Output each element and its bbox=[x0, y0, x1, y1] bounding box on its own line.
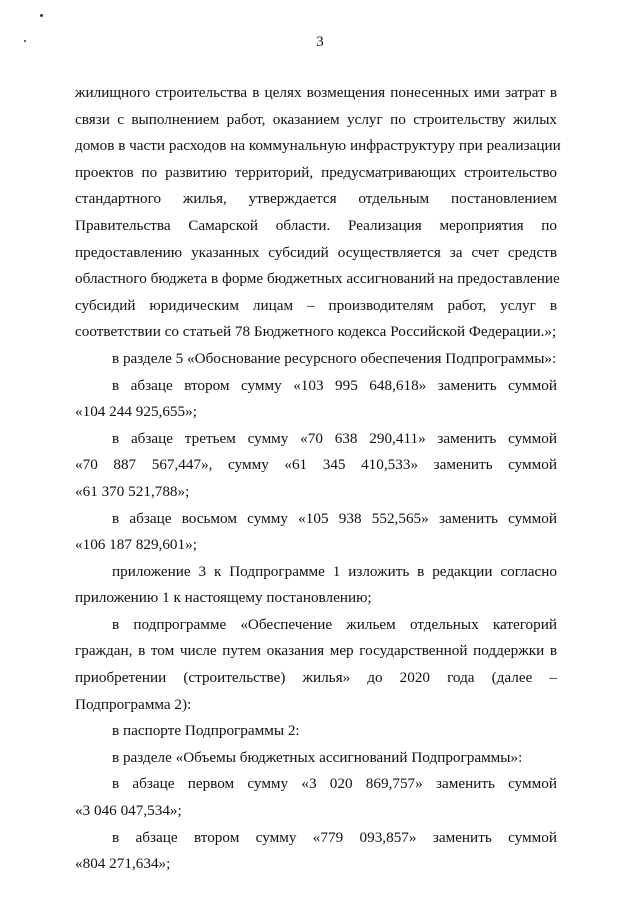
text-line: «104 244 925,655»; bbox=[75, 403, 197, 421]
text-line: Подпрограмма 2): bbox=[75, 695, 192, 713]
text-line: Правительства Самарской области. Реализация мероприятия по bbox=[75, 216, 557, 234]
text-line: «106 187 829,601»; bbox=[75, 536, 197, 554]
scan-speck bbox=[40, 14, 43, 17]
text-line: предоставлению указанных субсидий осуществляется за счет средств bbox=[75, 243, 557, 261]
text-line: субсидий юридическим лицам – производителям работ, услуг в bbox=[75, 296, 557, 314]
text-line: связи с выполнением работ, оказанием услуг по строительству жилых bbox=[75, 110, 557, 128]
text-line: в паспорте Подпрограммы 2: bbox=[112, 722, 300, 740]
text-line: «804 271,634»; bbox=[75, 855, 171, 873]
text-line: в абзаце втором сумму «103 995 648,618» заменить суммой bbox=[112, 376, 557, 394]
text-line: приложению 1 к настоящему постановлению; bbox=[75, 589, 372, 607]
text-line: жилищного строительства в целях возмещения понесенных ими затрат в bbox=[75, 84, 557, 101]
text-line: стандартного жилья, утверждается отдельным постановлением bbox=[75, 190, 557, 208]
text-line: приложение 3 к Подпрограмме 1 изложить в редакции согласно bbox=[112, 562, 557, 580]
text-line: проектов по развитию территорий, предусматривающих строительство bbox=[75, 163, 557, 181]
text-line: домов в части расходов на коммунальную инфраструктуру при реализации bbox=[75, 137, 561, 155]
text-line: в разделе 5 «Обоснование ресурсного обеспечения Подпрограммы»: bbox=[112, 349, 557, 367]
page-number: 3 bbox=[316, 34, 324, 50]
text-line: в абзаце восьмом сумму «105 938 552,565» заменить суммой bbox=[112, 509, 557, 527]
text-line: в разделе «Объемы бюджетных ассигнований Подпрограммы»: bbox=[112, 748, 523, 766]
text-line: в абзаце третьем сумму «70 638 290,411» заменить суммой bbox=[112, 429, 557, 447]
document-body bbox=[75, 80, 561, 878]
text-line: «61 370 521,788»; bbox=[75, 482, 190, 500]
text-line: в подпрограмме «Обеспечение жильем отдельных категорий bbox=[112, 615, 557, 633]
text-line: «70 887 567,447», сумму «61 345 410,533» заменить суммой bbox=[75, 456, 557, 474]
text-line: «3 046 047,534»; bbox=[75, 802, 182, 820]
text-line: в абзаце первом сумму «3 020 869,757» заменить суммой bbox=[112, 775, 557, 793]
text-line: граждан, в том числе путем оказания мер государственной поддержки в bbox=[75, 642, 557, 660]
text-line: в абзаце втором сумму «779 093,857» заменить суммой bbox=[112, 828, 557, 846]
text-line: областного бюджета в форме бюджетных ассигнований на предоставление bbox=[75, 270, 560, 288]
text-line: приобретении (строительстве) жилья» до 2020 года (далее – bbox=[75, 669, 557, 687]
text-line: соответствии со статьей 78 Бюджетного кодекса Российской Федерации.»; bbox=[75, 323, 557, 341]
